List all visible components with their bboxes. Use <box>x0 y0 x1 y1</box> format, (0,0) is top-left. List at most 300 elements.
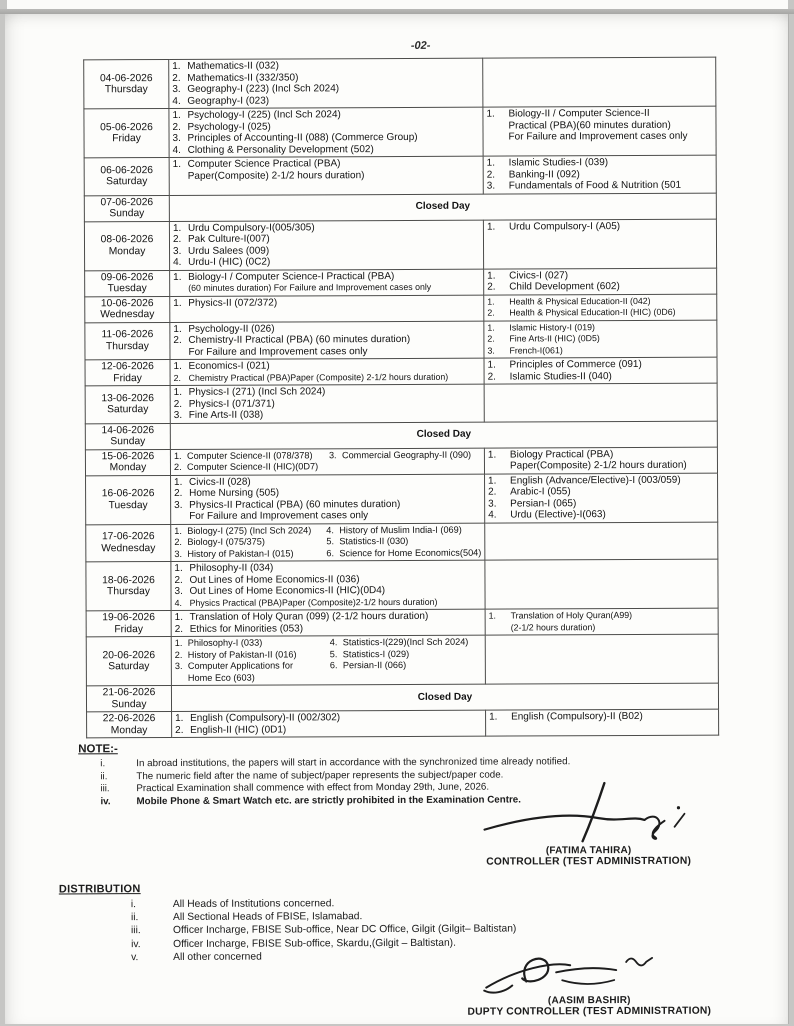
item-number: 2. <box>486 169 496 181</box>
item-text: Translation of Holy Quran(A99) <box>510 609 633 621</box>
subject-list <box>174 360 481 384</box>
controller-name: (FATIMA TAHIRA) <box>545 844 632 857</box>
item-text: Computer Applications for <box>187 660 294 671</box>
item-number: 2. <box>487 307 495 318</box>
subjects-cell <box>170 358 484 385</box>
note-item-text: In abroad institutions, the papers will start in accordance with the synchronized time already notified. <box>136 756 571 770</box>
item-text: Health & Physical Education-II (HIC) (0D6) <box>509 306 676 318</box>
deputy-title: DUPTY CONTROLLER (TEST ADMINISTRATION) <box>467 1005 712 1018</box>
page-number: -02- <box>410 39 431 52</box>
table-row <box>85 447 717 476</box>
item-number <box>173 170 188 182</box>
right-subjects-cell <box>485 473 718 523</box>
item-text: Geography-I (223) (Incl Sch 2024) <box>187 83 340 95</box>
item-text: Translation of Holy Quran (099) (2-1/2 hours duration) <box>189 610 429 623</box>
subject-item <box>487 131 713 143</box>
item-number: 1. <box>487 359 496 371</box>
item-text: Statistics-II (030) <box>339 535 409 547</box>
item-text: Home Eco (603) <box>187 672 255 683</box>
subject-list <box>489 610 715 634</box>
item-text: Paper(Composite) 2-1/2 hours duration) <box>187 169 365 182</box>
item-number: 2. <box>173 334 182 346</box>
day-text: Thursday <box>105 340 149 353</box>
date-text: 14-06-2026 <box>101 424 155 436</box>
item-number: 1. <box>173 323 182 335</box>
day-text: Thursday <box>107 586 151 598</box>
item-text: Psychology-I (025) <box>187 121 271 133</box>
item-number <box>175 672 188 684</box>
date-text: 06-06-2026 <box>100 164 154 177</box>
item-number: 2. <box>172 233 182 245</box>
subject-list <box>487 269 713 293</box>
subjects-cell <box>169 220 483 270</box>
item-text: Fine Arts-II (HIC) (0D5) <box>509 333 600 344</box>
item-text: Islamic History-I (019) <box>509 321 595 333</box>
subject-item <box>487 157 713 169</box>
item-text: Urdu-I (HIC) (0C2) <box>188 256 271 268</box>
deputy-signature-icon <box>464 949 714 996</box>
day-text: Sunday <box>111 698 147 710</box>
item-number: 2. <box>172 72 181 84</box>
distribution-item-text: All Heads of Institutions concerned. <box>172 898 335 910</box>
closed-day-cell: Closed Day <box>170 421 717 449</box>
item-text: Physics Practical (PBA)Paper (Composite)2-1/2 hours duration) <box>189 596 438 608</box>
distribution-item-number: ii. <box>130 912 139 924</box>
item-number: 1. <box>486 108 495 120</box>
subject-item <box>174 525 326 537</box>
item-text: Computer Science-II (078/378) <box>186 449 313 461</box>
item-number: 1. <box>488 475 497 487</box>
item-text: Biology-I (075/375) <box>187 536 265 547</box>
item-text: History of Pakistan-II (016) <box>187 648 297 660</box>
date-cell <box>84 59 169 108</box>
item-text: Urdu Compulsory-I(005/305) <box>187 221 315 234</box>
note-item-number: iii. <box>100 783 110 795</box>
item-text: Mathematics-II (332/350) <box>187 71 299 84</box>
subject-list <box>173 270 480 294</box>
item-text: Persian-II (066) <box>342 659 407 671</box>
subject-item <box>488 497 714 509</box>
day-text: Thursday <box>104 84 148 96</box>
item-text: Philosophy-I (033) <box>187 637 263 648</box>
subjects-cell <box>171 474 485 524</box>
subject-item <box>330 637 482 649</box>
item-number <box>174 511 189 523</box>
item-number <box>173 346 188 358</box>
item-number <box>489 622 511 634</box>
item-number: 2. <box>487 371 496 383</box>
table-row <box>85 357 717 386</box>
right-subjects-cell <box>484 447 717 474</box>
subject-item <box>330 660 482 672</box>
day-text: Saturday <box>106 176 148 188</box>
item-number: 3. <box>174 499 183 511</box>
right-subjects-cell <box>485 522 718 561</box>
date-text: 19-06-2026 <box>102 612 155 624</box>
date-text: 17-06-2026 <box>101 531 155 543</box>
item-number: 3. <box>173 245 182 257</box>
distribution-item-text: Officer Incharge, FBISE Sub-office, Skardu,(Gilgit – Baltistan). <box>173 937 456 950</box>
item-text: Geography-I (023) <box>187 95 270 107</box>
subjects-cell <box>169 107 483 157</box>
table-row <box>85 268 717 297</box>
table-row <box>84 57 716 109</box>
item-number: 3. <box>172 132 181 144</box>
note-item-text: Mobile Phone & Smart Watch etc. are strictly prohibited in the Examination Centre. <box>136 794 521 807</box>
item-number: 2. <box>174 536 182 547</box>
date-cell <box>86 636 171 685</box>
subject-columns <box>174 524 481 560</box>
subjects-cell <box>170 448 484 475</box>
item-text: Civics-I (027) <box>509 269 569 282</box>
day-text: Sunday <box>109 208 145 220</box>
item-number: 4. <box>172 144 181 156</box>
item-number: 1. <box>487 322 495 333</box>
item-number <box>488 461 510 473</box>
subject-item <box>487 344 713 356</box>
day-text: Friday <box>113 372 142 384</box>
item-number: 3. <box>487 345 495 356</box>
item-number <box>486 120 508 132</box>
right-subjects-cell <box>483 106 716 156</box>
deputy-signature-block <box>459 949 719 1018</box>
item-number: 2. <box>173 461 182 472</box>
note-item-number: i. <box>100 758 106 770</box>
subject-list <box>175 637 330 684</box>
right-subjects-cell <box>484 268 717 295</box>
table-row <box>86 559 718 611</box>
item-number: 2. <box>174 487 183 499</box>
item-number <box>173 283 188 295</box>
subject-item <box>487 307 713 319</box>
item-number: 3. <box>173 409 183 421</box>
table-row <box>84 106 716 158</box>
item-number: 1. <box>487 449 497 461</box>
item-text: (60 minutes duration) For Failure and Improvement cases only <box>188 281 432 293</box>
subject-item <box>173 296 480 309</box>
item-text: (2-1/2 hours duration) <box>510 621 596 633</box>
table-row <box>86 634 718 686</box>
subject-item <box>488 474 714 486</box>
day-text: Saturday <box>108 661 150 673</box>
item-text: Psychology-I (225) (Incl Sch 2024) <box>187 109 341 121</box>
subject-item <box>487 295 713 307</box>
date-text: 18-06-2026 <box>102 574 155 586</box>
subject-item <box>487 168 713 180</box>
date-cell <box>86 475 171 524</box>
subject-item <box>487 180 713 192</box>
subject-item <box>175 723 482 736</box>
subject-list <box>172 60 479 107</box>
item-number: 1. <box>173 360 182 372</box>
right-subjects-cell <box>484 294 717 321</box>
item-number: 2. <box>487 333 495 344</box>
item-number: 1. <box>174 562 183 574</box>
item-text: For Failure and Improvement cases only <box>189 510 369 522</box>
item-text: Mathematics-II (032) <box>187 60 279 72</box>
subject-item <box>174 409 481 422</box>
item-text: English (Advance/Elective)-I (003/059) <box>510 474 681 487</box>
subject-item <box>173 143 480 156</box>
item-number: 1. <box>173 450 182 461</box>
item-number: 1. <box>174 637 183 648</box>
subject-item <box>487 321 713 333</box>
subjects-cell <box>169 156 483 195</box>
subject-item <box>175 596 482 609</box>
item-text: English (Compulsory)-II (B02) <box>511 710 643 723</box>
right-subjects-cell <box>484 320 717 359</box>
item-number: 1. <box>173 386 183 398</box>
subject-list <box>489 711 715 723</box>
day-text: Tuesday <box>108 499 148 511</box>
subject-list <box>487 157 713 192</box>
date-text: 13-06-2026 <box>101 392 155 405</box>
item-number: 3. <box>172 83 181 95</box>
subject-list <box>488 359 714 383</box>
date-cell <box>86 610 171 636</box>
item-number: 3. <box>486 180 496 192</box>
item-text: Urdu (Elective)-I(063) <box>510 509 606 521</box>
subjects-cell <box>171 635 485 685</box>
datesheet-table <box>83 57 719 739</box>
table-row <box>85 421 717 450</box>
item-text: Commercial Geography-II (090) <box>341 449 472 460</box>
item-text: Biology Practical (PBA) <box>509 448 614 461</box>
closed-day-cell: Closed Day <box>171 683 718 711</box>
item-number: 3. <box>174 585 183 597</box>
subjects-cell <box>170 384 484 423</box>
date-text: 08-06-2026 <box>100 234 154 246</box>
subject-columns <box>175 637 482 684</box>
controller-signature-block <box>463 781 713 868</box>
distribution-item-number: v. <box>131 951 139 963</box>
item-text: Urdu Compulsory-I (A05) <box>508 220 621 233</box>
distribution-heading: DISTRIBUTION <box>58 883 141 896</box>
day-text: Monday <box>109 462 147 474</box>
subject-list <box>175 611 482 635</box>
controller-signature-icon <box>468 781 708 846</box>
subject-item <box>487 281 713 293</box>
subject-list <box>174 562 481 609</box>
item-number: 1. <box>173 271 182 283</box>
item-number: 1. <box>174 611 183 623</box>
item-text: Principles of Accounting-II (088) (Commerce Group) <box>187 131 418 144</box>
item-number: 6. <box>326 547 335 558</box>
item-text: Science for Home Economics(504) <box>339 547 482 558</box>
subject-list <box>488 474 714 521</box>
item-text: Chemistry-II Practical (PBA) (60 minutes duration) <box>188 333 411 346</box>
item-number: 4. <box>326 524 334 535</box>
item-number: 4. <box>173 256 182 268</box>
deputy-name: (AASIM BASHIR) <box>547 994 631 1007</box>
date-text: 12-06-2026 <box>101 361 154 373</box>
right-subjects-cell <box>485 559 718 609</box>
table-row <box>84 193 716 222</box>
item-text: Child Development (602) <box>509 281 620 293</box>
item-number: 3. <box>174 660 183 671</box>
item-number: 4. <box>329 637 338 648</box>
subject-item <box>487 269 713 281</box>
subject-item <box>488 448 714 460</box>
item-text: Fine Arts-II (038) <box>188 409 264 421</box>
date-text: 05-06-2026 <box>100 121 153 133</box>
subject-item <box>326 524 481 536</box>
date-text: 11-06-2026 <box>101 329 154 341</box>
distribution-item-number: iii. <box>130 925 141 937</box>
subject-item <box>174 450 329 462</box>
date-cell <box>86 685 171 711</box>
item-text: Banking-II (092) <box>508 168 580 181</box>
item-number: 2. <box>173 398 183 410</box>
table-row <box>86 522 718 562</box>
item-text: Urdu Salees (009) <box>188 245 270 257</box>
subject-columns <box>174 449 481 473</box>
subject-item <box>175 672 330 684</box>
subject-item <box>173 169 480 182</box>
distribution-item-text: All other concerned <box>173 951 262 963</box>
distribution-item-number: i. <box>130 899 137 911</box>
subjects-cell <box>170 269 484 296</box>
subject-list <box>174 386 481 422</box>
subject-list <box>329 449 481 473</box>
item-number: 2. <box>487 281 496 293</box>
subject-item <box>489 621 715 633</box>
item-text: Paper(Composite) 2-1/2 hours duration) <box>509 459 687 472</box>
item-number: 3. <box>174 548 183 559</box>
item-text: Practical (PBA)(60 minutes duration) <box>508 119 671 132</box>
sheet-content <box>5 12 792 1025</box>
date-cell <box>85 270 170 296</box>
item-text: Principles of Commerce (091) <box>509 358 642 371</box>
day-text: Tuesday <box>107 283 147 295</box>
subject-list <box>487 220 713 232</box>
date-cell <box>84 108 169 157</box>
controller-title: CONTROLLER (TEST ADMINISTRATION) <box>486 855 692 868</box>
subject-item <box>174 371 481 384</box>
subject-item <box>172 94 479 107</box>
item-text: English (Compulsory)-II (002/302) <box>190 712 341 724</box>
item-text: Computer Science-II (HIC)(0D7) <box>186 461 319 472</box>
item-number: 2. <box>174 649 183 660</box>
subject-item <box>488 359 714 371</box>
subject-item <box>174 461 329 473</box>
subject-list <box>175 712 482 736</box>
item-text: French-I(061) <box>509 344 563 356</box>
table-row <box>84 155 716 195</box>
day-text: Friday <box>114 623 144 635</box>
item-number: 3. <box>328 449 337 460</box>
item-text: Economics-I (021) <box>188 360 270 372</box>
item-number: 5. <box>326 536 335 547</box>
note-item-number: iv. <box>100 796 111 808</box>
subject-list <box>172 109 479 156</box>
item-number: 1. <box>489 711 498 723</box>
date-text: 22-06-2026 <box>102 713 156 725</box>
date-text: 21-06-2026 <box>102 687 156 699</box>
date-text: 16-06-2026 <box>101 488 155 500</box>
item-text: Health & Physical Education-II (042) <box>509 295 651 307</box>
note-item-text: Practical Examination shall commence with effect from Monday 29th, June, 2026. <box>136 781 490 795</box>
item-text: Statistics-I (029) <box>342 648 410 659</box>
subject-item <box>175 637 330 649</box>
item-number: 4. <box>172 95 181 107</box>
item-text: Physics-II Practical (PBA) (60 minutes duration) <box>189 498 401 511</box>
subjects-cell <box>170 321 484 360</box>
subject-item <box>487 220 713 232</box>
subject-item <box>174 536 326 548</box>
subject-item <box>488 370 714 382</box>
date-text: 20-06-2026 <box>102 649 156 661</box>
date-cell <box>85 449 170 475</box>
table-row <box>87 709 719 738</box>
subject-list <box>174 450 329 474</box>
item-text: History of Pakistan-I (015) <box>187 547 294 559</box>
item-number: 2. <box>174 623 184 635</box>
item-text: English-II (HIC) (0D1) <box>190 723 287 736</box>
item-text: Civics-II (028) <box>189 476 251 488</box>
subject-list <box>486 108 712 143</box>
date-text: 04-06-2026 <box>99 72 153 84</box>
day-text: Sunday <box>110 436 146 448</box>
item-text: Fundamentals of Food & Nutrition (501 <box>508 179 682 192</box>
item-number: 2. <box>174 574 183 586</box>
subjects-cell <box>171 609 485 636</box>
table-row <box>86 473 718 525</box>
right-subjects-cell <box>483 155 716 194</box>
note-item-number: ii. <box>100 770 108 782</box>
item-text: Persian-I (065) <box>510 497 577 510</box>
right-subjects-cell <box>486 709 719 736</box>
subject-list <box>488 448 714 472</box>
day-text: Wednesday <box>100 309 155 321</box>
subject-item <box>488 486 714 498</box>
item-text: For Failure and Improvement cases only <box>188 345 368 358</box>
table-row <box>85 320 717 360</box>
subjects-cell <box>170 295 484 322</box>
item-number: 3. <box>488 498 497 510</box>
subject-list <box>173 158 480 182</box>
date-cell <box>84 195 169 221</box>
day-text: Saturday <box>107 404 149 416</box>
item-number: 4. <box>174 597 182 608</box>
distribution-item-text: All Sectional Heads of FBISE, Islamabad. <box>172 911 363 924</box>
subject-item <box>329 449 481 461</box>
item-number: 1. <box>172 109 181 121</box>
table-row <box>85 383 717 423</box>
item-number: 1. <box>487 270 496 282</box>
item-text: Biology-II / Computer Science-II <box>508 107 650 120</box>
item-text: Out Lines of Home Economics-II (HIC)(0D4) <box>189 585 386 597</box>
right-subjects-cell <box>484 357 717 384</box>
item-text: Physics-II (072/372) <box>188 297 278 309</box>
item-number: 5. <box>329 648 338 659</box>
item-number: 1. <box>174 476 183 488</box>
date-cell <box>84 157 169 195</box>
note-item-text: The numeric field after the name of subject/paper represents the subject/paper code. <box>136 769 504 782</box>
subject-list <box>174 525 326 560</box>
item-number: 2. <box>175 724 184 736</box>
subject-item <box>488 460 714 472</box>
subject-list <box>487 295 713 319</box>
table-row <box>86 683 718 712</box>
subject-list <box>330 637 482 684</box>
right-subjects-cell <box>485 634 718 684</box>
subject-list <box>326 524 481 559</box>
item-text: Pak Culture-I(007) <box>187 233 270 245</box>
item-number: 1. <box>172 222 182 234</box>
item-text: Physics-I (071/371) <box>188 398 275 410</box>
item-text: Philosophy-II (034) <box>189 562 274 574</box>
